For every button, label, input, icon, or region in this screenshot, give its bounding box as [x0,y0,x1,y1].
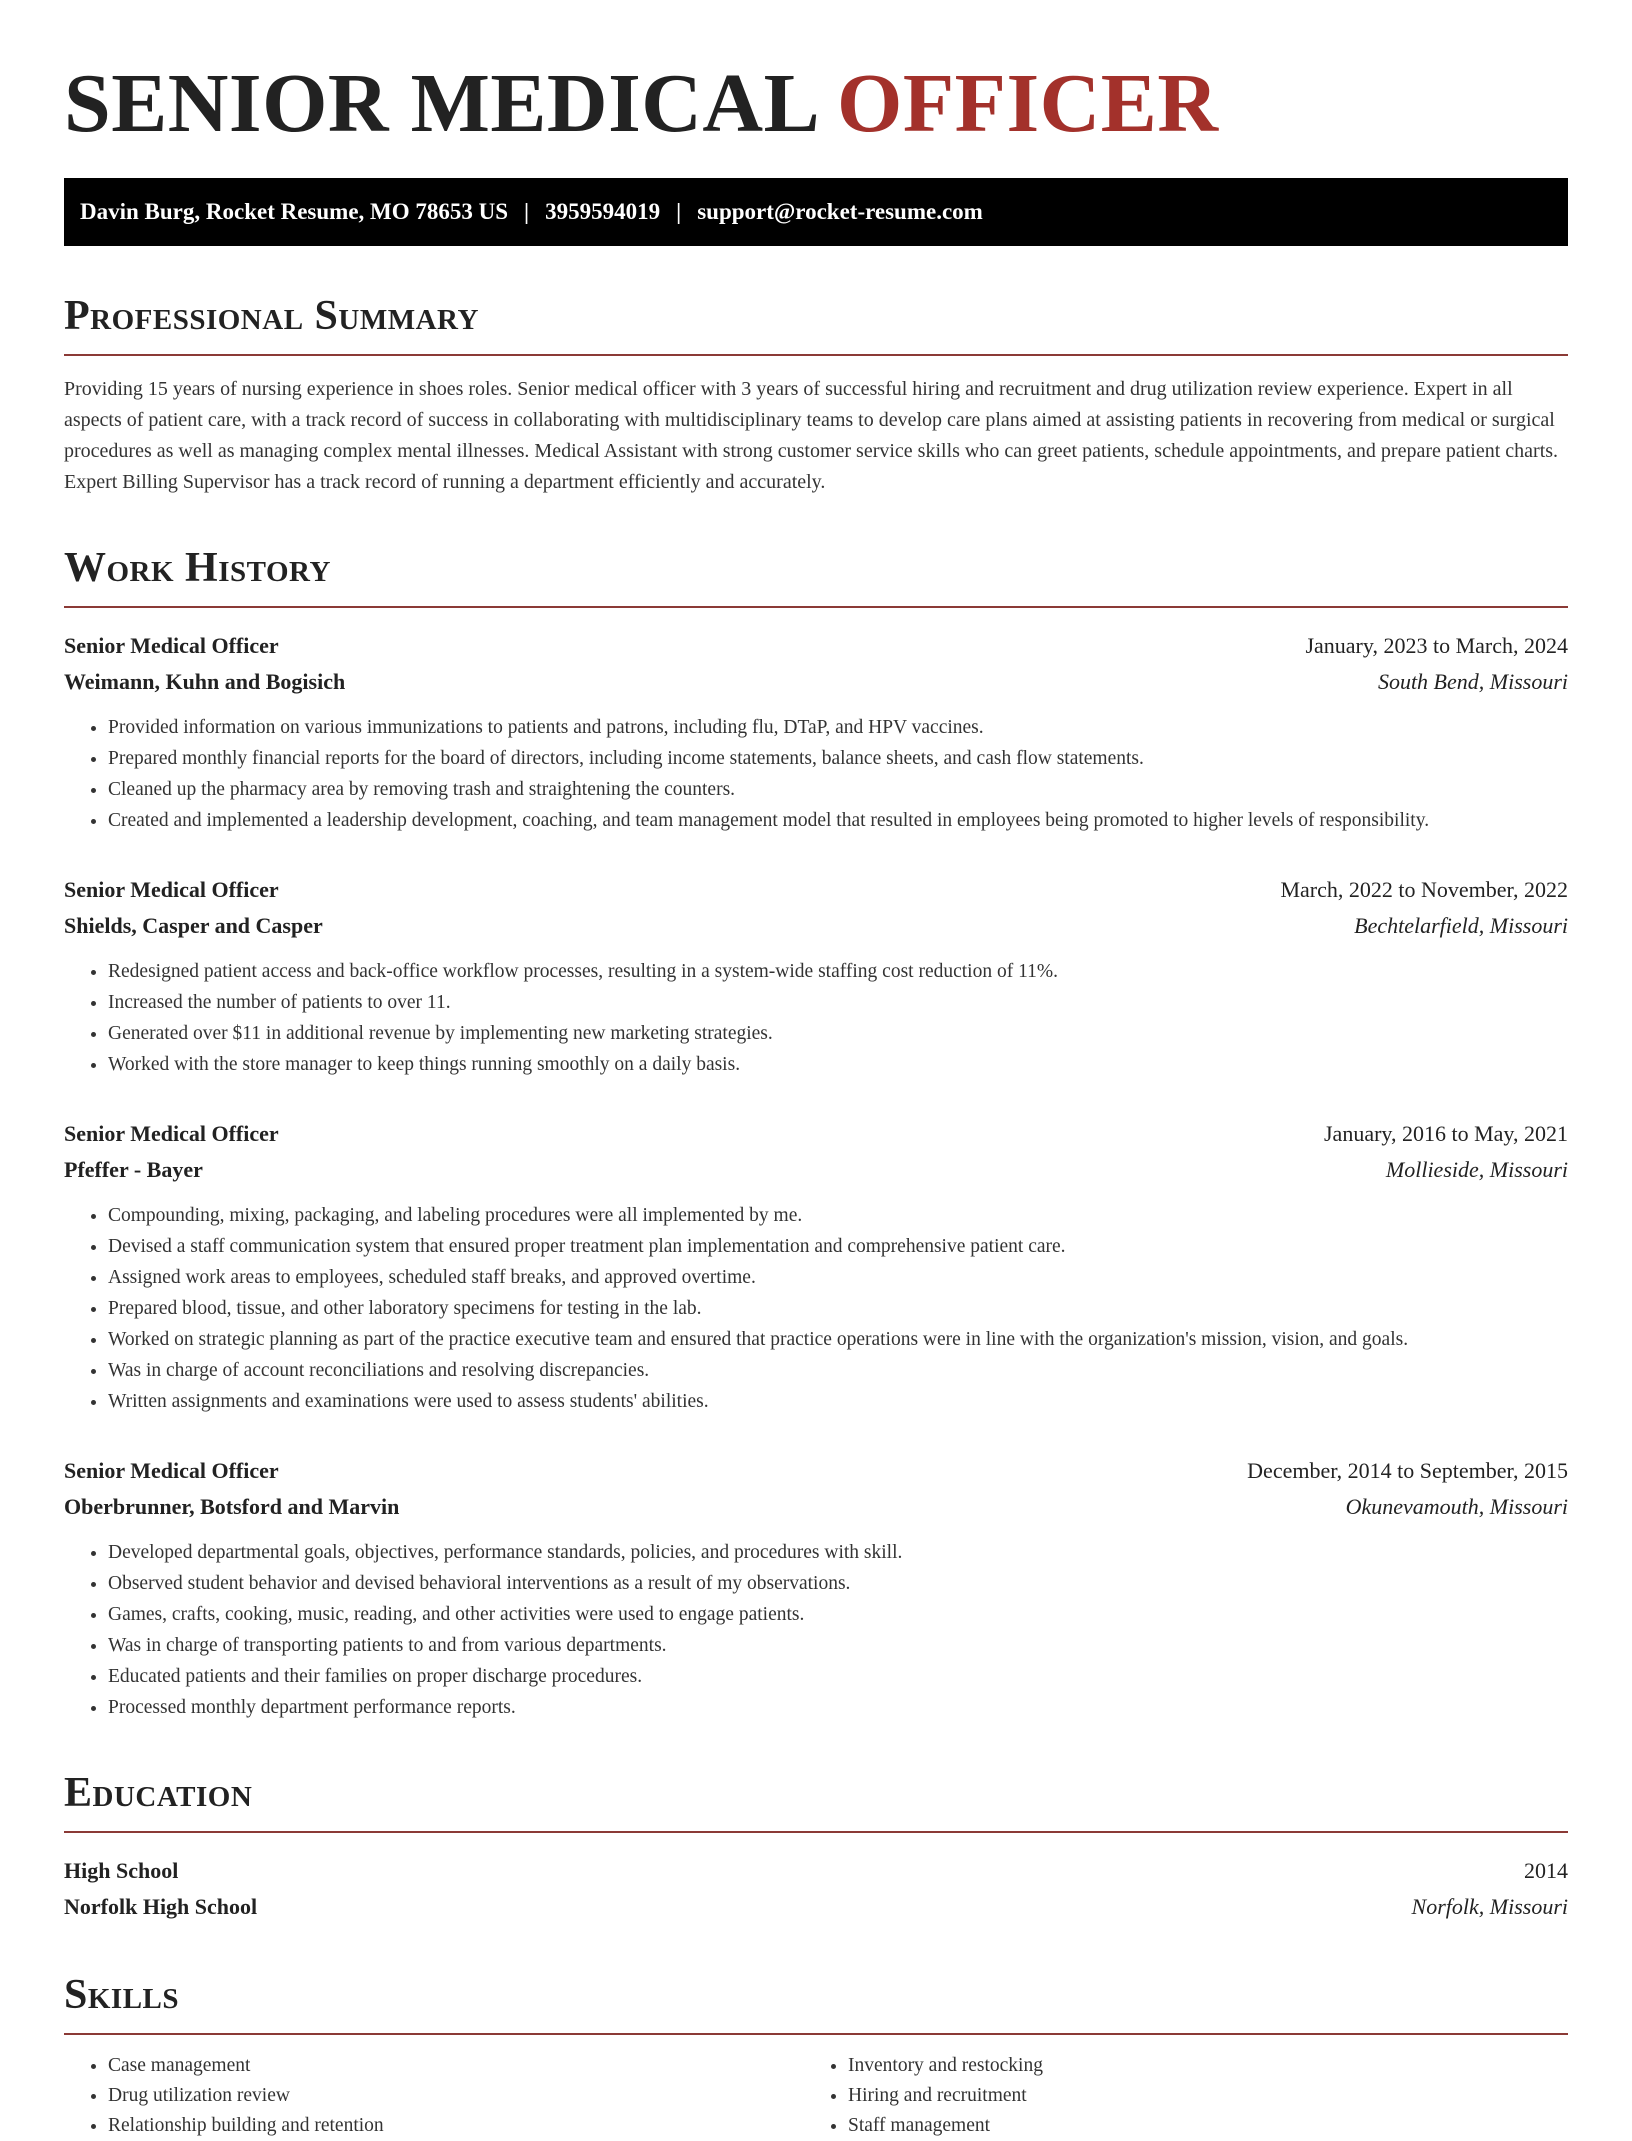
job-bullet: • Developed departmental goals, objectives, performance standards, policies, and procedures with skill. [108,1537,1568,1568]
job-bullet: • Prepared blood, tissue, and other laboratory specimens for testing in the lab. [108,1293,1568,1324]
job-bullet: • Written assignments and examinations were used to assess students' abilities. [108,1386,1568,1417]
contact-separator: | [676,199,682,224]
title-main: SENIOR MEDICAL [64,57,816,150]
job-bullet: • Redesigned patient access and back-office workflow processes, resulting in a system-wide staffing cost reduction of 11%. [108,956,1568,987]
education-entry [64,1853,1568,1925]
skill-item: • Drug utilization review [108,2081,804,2111]
job-bullet: • Compounding, mixing, packaging, and labeling procedures were all implemented by me. [108,1200,1568,1231]
education-degree: High School [64,1858,179,1883]
skill-item: • Staff management [848,2111,1544,2141]
education-location: Norfolk, Missouri [1411,1894,1568,1919]
job-bullet: • Provided information on various immunizations to patients and patrons, including flu, DTaP, and HPV vaccines. [108,712,1568,743]
job-location: Mollieside, Missouri [1385,1157,1568,1182]
job-title: Senior Medical Officer [64,1121,279,1146]
skill-item: • Hiring and recruitment [848,2081,1544,2111]
skill-item: • Inventory and restocking [848,2051,1544,2081]
job-location: South Bend, Missouri [1377,669,1568,694]
job-bullet: • Cleaned up the pharmacy area by removing trash and straightening the counters. [108,774,1568,805]
job-bullet: • Was in charge of transporting patients to and from various departments. [108,1630,1568,1661]
job-company: Oberbrunner, Botsford and Marvin [64,1494,400,1519]
job-bullets [64,1537,1568,1723]
job-bullet: • Prepared monthly financial reports for the board of directors, including income statements, balance sheets, and cash flow statements. [108,743,1568,774]
job-dates: December, 2014 to September, 2015 [1247,1458,1568,1483]
job-bullets [64,956,1568,1080]
job-title: Senior Medical Officer [64,877,279,902]
job-location: Bechtelarfield, Missouri [1354,913,1568,938]
contact-email[interactable]: support@rocket-resume.com [697,199,983,224]
skills-list [64,2051,1568,2141]
job-company: Weimann, Kuhn and Bogisich [64,669,346,694]
job-entry [64,872,1568,1080]
job-entry [64,628,1568,836]
job-bullet: • Created and implemented a leadership development, coaching, and team management model that resulted in employees being promoted to higher levels of responsibility. [108,805,1568,836]
education-year: 2014 [1524,1858,1568,1883]
skills-heading: Skills [64,1971,1568,2035]
education-school: Norfolk High School [64,1894,258,1919]
skill-item: • Case management [108,2051,804,2081]
education-heading: Education [64,1769,1568,1833]
job-bullet: • Processed monthly department performance reports. [108,1692,1568,1723]
work-history-list [64,628,1568,1723]
job-bullet: • Educated patients and their families on proper discharge procedures. [108,1661,1568,1692]
job-company: Pfeffer - Bayer [64,1157,203,1182]
resume-title [64,56,1568,152]
job-bullet: • Devised a staff communication system that ensured proper treatment plan implementation and comprehensive patient care. [108,1231,1568,1262]
job-bullet: • Worked on strategic planning as part of the practice executive team and ensured that practice operations were in line with the organization's mission, vision, and goals. [108,1324,1568,1355]
contact-phone[interactable]: 3959594019 [545,199,661,224]
job-bullet: • Increased the number of patients to over 11. [108,987,1568,1018]
job-location: Okunevamouth, Missouri [1345,1494,1568,1519]
job-dates: January, 2016 to May, 2021 [1324,1121,1568,1146]
job-bullet: • Observed student behavior and devised behavioral interventions as a result of my observations. [108,1568,1568,1599]
job-entry [64,1116,1568,1417]
skill-item: • Relationship building and retention [108,2111,804,2141]
job-bullets [64,712,1568,836]
job-dates: March, 2022 to November, 2022 [1280,877,1568,902]
contact-bar [64,178,1568,246]
job-title: Senior Medical Officer [64,633,279,658]
contact-separator: | [524,199,530,224]
job-bullets [64,1200,1568,1417]
job-dates: January, 2023 to March, 2024 [1305,633,1568,658]
job-title: Senior Medical Officer [64,1458,279,1483]
contact-name-address: Davin Burg, Rocket Resume, MO 78653 US [80,199,509,224]
job-bullet: • Games, crafts, cooking, music, reading, and other activities were used to engage patients. [108,1599,1568,1630]
job-bullet: • Was in charge of account reconciliations and resolving discrepancies. [108,1355,1568,1386]
job-entry [64,1453,1568,1723]
job-bullet: • Generated over $11 in additional revenue by implementing new marketing strategies. [108,1018,1568,1049]
work-history-heading: Work History [64,544,1568,608]
summary-heading: Professional Summary [64,292,1568,356]
skills-column-right [804,2051,1544,2141]
job-company: Shields, Casper and Casper [64,913,323,938]
job-bullet: • Assigned work areas to employees, scheduled staff breaks, and approved overtime. [108,1262,1568,1293]
job-bullet: • Worked with the store manager to keep things running smoothly on a daily basis. [108,1049,1568,1080]
skills-column-left [64,2051,804,2141]
title-accent: OFFICER [836,57,1219,150]
summary-text: Providing 15 years of nursing experience in shoes roles. Senior medical officer with 3 years of successful hiring and recruitment and drug utilization review experience. Expert in all aspects of patient care, with a track record of success in collaborating with multidisciplinary teams to develop care plans aimed at assisting patients in recovering from medical or surgical procedures as well as managing complex mental illnesses. Medical Assistant with strong customer service skills who can greet patients, schedule appointments, and prepare patient charts. Expert Billing Supervisor has a track record of running a department efficiently and accurately. [64,378,1559,493]
